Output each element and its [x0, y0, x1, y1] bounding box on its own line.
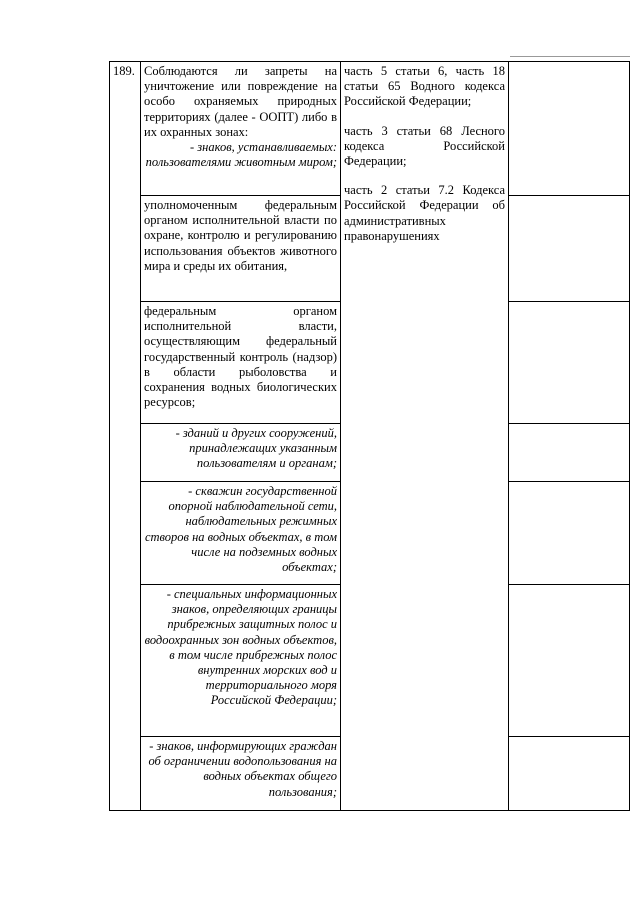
answer-cell [509, 424, 630, 482]
question-text: Соблюдаются ли запреты на уничтожение или повреждение на особо охраняемых природных территориях (далее - ООПТ) либо в их охранных зонах: [144, 64, 337, 139]
reference-text: часть 2 статьи 7.2 Кодекса Российской Федерации об административных правонарушениях [344, 183, 505, 243]
item-cell: федеральным органом исполнительной власти, осуществляющим федеральный государственный контроль (надзор) в области рыболовства и сохранения водных биологических ресурсов; [141, 302, 341, 424]
item-text: - знаков, устанавливаемых: пользователями животным миром; [145, 140, 337, 170]
answer-cell [509, 585, 630, 737]
answer-cell [509, 302, 630, 424]
answer-cell [509, 196, 630, 302]
item-cell: уполномоченным федеральным органом исполнительной власти по охране, контролю и регулированию использования объектов животного мира и среды их обитания, [141, 196, 341, 302]
top-rule [510, 56, 630, 57]
item-cell: - знаков, информирующих граждан об ограничении водопользования на водных объектах общего пользования; [141, 737, 341, 811]
reference-text: часть 3 статьи 68 Лесного кодекса Российской Федерации; [344, 123, 505, 169]
item-cell: - зданий и других сооружений, принадлежащих указанным пользователям и органам; [141, 424, 341, 482]
reference-text: часть 5 статьи 6, часть 18 статьи 65 Водного кодекса Российской Федерации; [344, 64, 505, 109]
answer-cell [509, 482, 630, 585]
answer-cell [509, 737, 630, 811]
table-row [110, 62, 630, 196]
question-cell [141, 62, 341, 196]
answer-cell [509, 62, 630, 196]
row-number: 189. [110, 62, 141, 811]
requirements-table [109, 61, 630, 811]
item-cell: - специальных информационных знаков, определяющих границы прибрежных защитных полос и водоохранных зон водных объектов, в том числе прибрежных полос внутренних морских вод и территориального моря Российской Федерации; [141, 585, 341, 737]
item-cell: - скважин государственной опорной наблюдательной сети, наблюдательных режимных створов на водных объектах, в том числе на подземных водных объектах; [141, 482, 341, 585]
references-cell [341, 62, 509, 811]
